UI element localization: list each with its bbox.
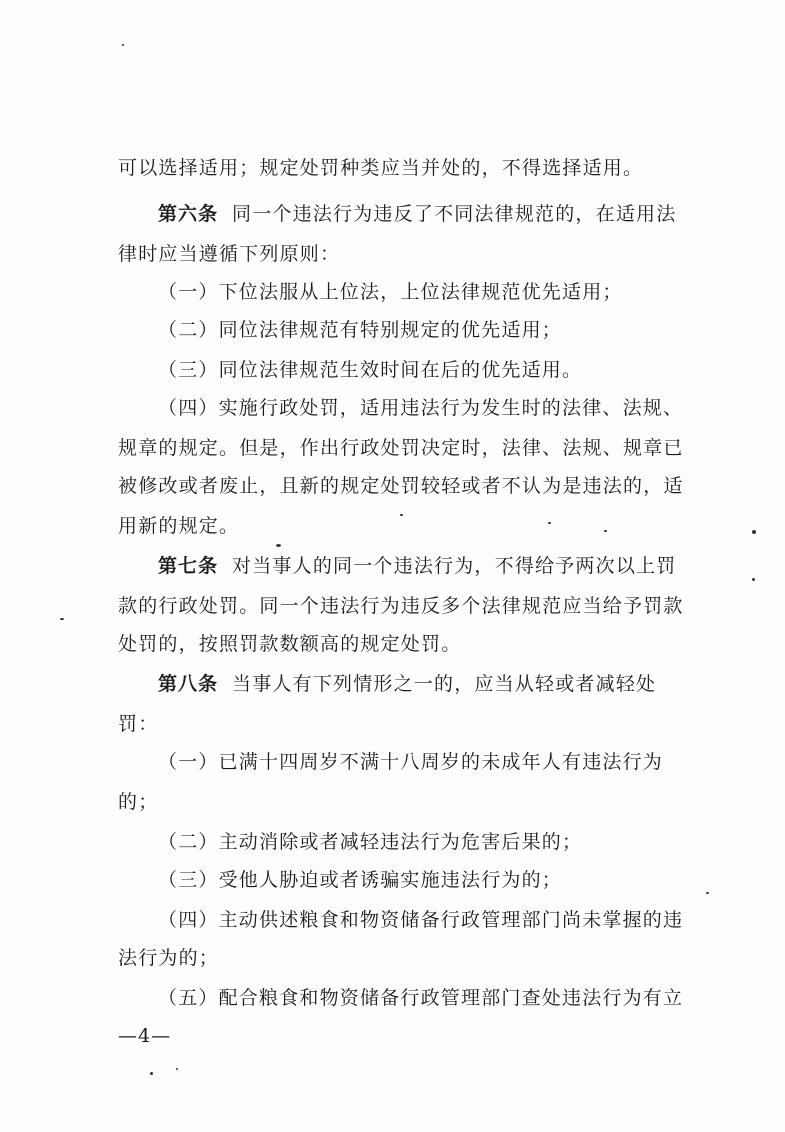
article-7-line-1 xyxy=(118,552,698,580)
article-6-line-1 xyxy=(118,200,698,228)
list-item: （四）主动供述粮食和物资储备行政管理部门尚未掌握的违 xyxy=(158,909,684,931)
list-item: （一）已满十四周岁不满十八周岁的未成年人有违法行为 xyxy=(158,751,664,773)
scan-speck xyxy=(150,1072,153,1075)
list-item: （三）同位法律规范生效时间在后的优先适用。 xyxy=(158,359,583,381)
scan-speck xyxy=(752,578,755,581)
article-8-line-1 xyxy=(118,670,698,698)
text-line: 的； xyxy=(118,791,159,813)
list-item: （二）同位法律规范有特别规定的优先适用； xyxy=(158,319,563,341)
article-8-text: 当事人有下列情形之一的，应当从轻或者减轻处 xyxy=(232,673,657,695)
scan-speck xyxy=(122,44,124,46)
scan-speck xyxy=(276,544,281,547)
scan-speck xyxy=(604,530,607,532)
list-item: （四）实施行政处罚，适用违法行为发生时的法律、法规、 xyxy=(158,397,684,419)
scan-speck xyxy=(60,618,64,620)
scan-speck xyxy=(706,892,709,894)
list-item: （三）受他人胁迫或者诱骗实施违法行为的； xyxy=(158,869,563,891)
text-line: 罚： xyxy=(118,713,159,735)
list-item: （一）下位法服从上位法，上位法律规范优先适用； xyxy=(158,281,623,303)
text-line: 法行为的； xyxy=(118,947,220,969)
text-line: 处罚的，按照罚款数额高的规定处罚。 xyxy=(118,633,462,655)
text-line: 规章的规定。但是，作出行政处罚决定时，法律、法规、规章已 xyxy=(118,437,684,459)
scan-speck xyxy=(176,1068,178,1070)
scan-speck xyxy=(400,514,403,516)
list-item: （五）配合粮食和物资储备行政管理部门查处违法行为有立 xyxy=(158,987,684,1009)
article-8-label: 第八条 xyxy=(158,673,219,695)
scan-speck xyxy=(548,522,551,524)
article-6-label: 第六条 xyxy=(158,203,219,225)
article-7-label: 第七条 xyxy=(158,555,219,577)
text-line: 可以选择适用；规定处罚种类应当并处的，不得选择适用。 xyxy=(118,157,644,179)
text-line: 律时应当遵循下列原则： xyxy=(118,243,341,265)
page-number: —4— xyxy=(118,1025,172,1047)
text-line: 用新的规定。 xyxy=(118,515,240,537)
list-item: （二）主动消除或者减轻违法行为危害后果的； xyxy=(158,831,583,853)
text-line: 被修改或者废止，且新的规定处罚较轻或者不认为是违法的，适 xyxy=(118,475,684,497)
article-7-text: 对当事人的同一个违法行为，不得给予两次以上罚 xyxy=(232,555,677,577)
article-6-text: 同一个违法行为违反了不同法律规范的，在适用法 xyxy=(232,203,677,225)
text-line: 款的行政处罚。同一个违法行为违反多个法律规范应当给予罚款 xyxy=(118,595,684,617)
scan-speck xyxy=(752,530,756,534)
